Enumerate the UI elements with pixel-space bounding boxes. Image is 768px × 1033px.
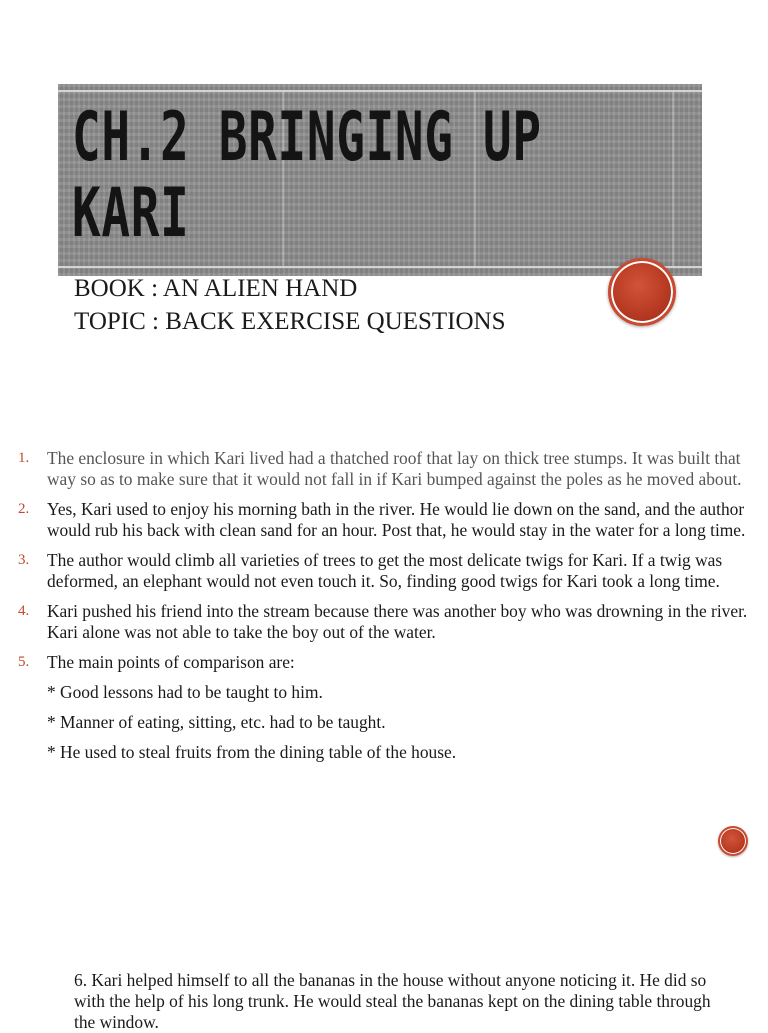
list-item bbox=[18, 601, 748, 643]
item-number: 2. bbox=[18, 501, 30, 517]
item-text: The author would climb all varieties of trees to get the most delicate twigs for Kari. If a twig was deformed, an elephant would not even touch it. So, finding good twigs for Kari took a long time. bbox=[47, 550, 723, 591]
item-text: The main points of comparison are: bbox=[47, 652, 295, 672]
list-item bbox=[18, 550, 748, 592]
banner-texture-line bbox=[672, 92, 674, 266]
item-number: 5. bbox=[18, 654, 30, 670]
item-number: 1. bbox=[18, 450, 30, 466]
decorative-circle-small bbox=[718, 826, 748, 856]
book-line: BOOK : AN ALIEN HAND bbox=[74, 275, 358, 302]
decorative-circle-large bbox=[608, 258, 676, 326]
title-line-1: CH.2 BRINGING UP bbox=[72, 98, 542, 177]
item-text: Kari pushed his friend into the stream because there was another boy who was drowning in the river. Kari alone was not able to take the boy out of the water. bbox=[47, 601, 748, 642]
item-number: 3. bbox=[18, 552, 30, 568]
list-item bbox=[18, 652, 748, 673]
item-text: The enclosure in which Kari lived had a thatched roof that lay on thick tree stumps. It was built that way so as to make sure that it would not fall in if Kari bumped against the poles as he moved about. bbox=[47, 448, 742, 489]
comparison-point: * Manner of eating, sitting, etc. had to be taught. bbox=[47, 712, 386, 732]
item-text: Yes, Kari used to enjoy his morning bath in the river. He would lie down on the sand, and the author would rub his back with clean sand for an hour. Post that, he would stay in the water for a long time. bbox=[47, 499, 746, 540]
list-item bbox=[18, 448, 748, 490]
comparison-point: * Good lessons had to be taught to him. bbox=[47, 682, 323, 702]
slide-title bbox=[72, 98, 542, 253]
list-item bbox=[18, 499, 748, 541]
banner-bottom-rule bbox=[58, 266, 702, 268]
banner-top-rule bbox=[58, 90, 702, 92]
topic-line: TOPIC : BACK EXERCISE QUESTIONS bbox=[74, 308, 506, 335]
answers-list bbox=[18, 448, 748, 772]
slide-subtitle bbox=[74, 272, 506, 338]
comparison-point: * He used to steal fruits from the dining table of the house. bbox=[47, 742, 457, 762]
item-number: 4. bbox=[18, 603, 30, 619]
title-line-2: KARI bbox=[72, 174, 190, 253]
answer-6-text: 6. Kari helped himself to all the bananas in the house without anyone noticing it. He did so with the help of his long trunk. He would steal the bananas kept on the dining table through the window. bbox=[74, 970, 711, 1032]
